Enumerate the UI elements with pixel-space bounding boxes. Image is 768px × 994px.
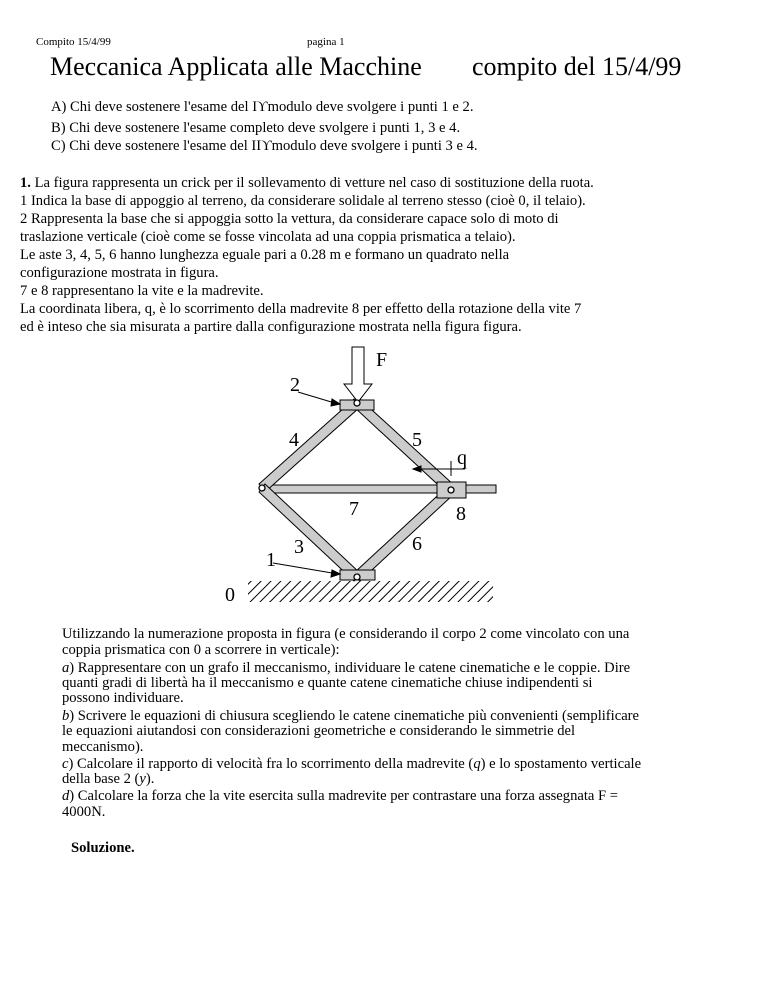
label-5: 5: [412, 429, 422, 451]
question-a-line: quanti gradi di libertà ha il meccanismo e quante catene cinematiche chiuse indipendenti si: [62, 675, 593, 691]
question-d: [62, 787, 618, 805]
problem-line: 1 Indica la base di appoggio al terreno, da considerare solidale al terreno stesso (cioè 0, il telaio).: [20, 193, 586, 209]
problem-line: La coordinata libera, q, è lo scorrimento della madrevite 8 per effetto della rotazione della vite 7: [20, 301, 582, 317]
header-page: pagina 1: [307, 36, 345, 48]
solution-heading: Soluzione.: [71, 840, 135, 856]
question-b-line: le equazioni aiutandosi con considerazioni geometriche e considerando le simmetrie del: [62, 723, 576, 739]
label-q: q: [457, 447, 467, 469]
question-letter: a: [62, 660, 70, 676]
course-title: Meccanica Applicata alle Macchine: [50, 52, 422, 81]
instruction-c: C) Chi deve sostenere l'esame del IIϒmodulo deve svolgere i punti 3 e 4.: [51, 138, 478, 154]
question-text: ) Rappresentare con un grafo il meccanismo, individuare le catene cinematiche e le coppie. Dire: [69, 660, 631, 676]
instruction-b: B) Chi deve sostenere l'esame completo deve svolgere i punti 1, 3 e 4.: [51, 120, 461, 136]
label-6: 6: [412, 533, 422, 555]
question-d-line: 4000N.: [62, 804, 106, 820]
question-letter: b: [62, 708, 70, 724]
rod-4: [259, 399, 360, 492]
label-0: 0: [225, 584, 235, 606]
question-text: ) Calcolare il rapporto di velocità fra lo scorrimento della madrevite (: [68, 756, 474, 772]
label-1: 1: [266, 549, 276, 571]
problem-line: ed è inteso che sia misurata a partire dalla configurazione mostrata nella figura figura.: [20, 319, 522, 335]
question-text: ) Scrivere le equazioni di chiusura scegliendo le catene cinematiche più convenienti (semplificare: [69, 708, 640, 724]
question-text: ).: [145, 771, 155, 787]
question-letter: c: [62, 756, 69, 772]
question-text: della base 2 (: [62, 771, 140, 787]
label-7: 7: [349, 498, 359, 520]
label-force: F: [376, 349, 388, 371]
questions-intro: Utilizzando la numerazione proposta in figura (e considerando il corpo 2 come vincolato con una: [62, 626, 630, 642]
label-2: 2: [290, 374, 300, 396]
question-text: ) Calcolare la forza che la vite esercita sulla madrevite per contrastare una forza assegnata F =: [69, 788, 619, 804]
problem-line: 7 e 8 rappresentano la vite e la madrevite.: [20, 283, 264, 299]
problem-line: traslazione verticale (cioè come se fosse vincolata ad una coppia prismatica a telaio).: [20, 229, 516, 245]
label-8: 8: [456, 503, 466, 525]
question-a-line: possono individuare.: [62, 690, 184, 706]
exam-date-title: compito del 15/4/99: [472, 52, 682, 81]
problem-number: 1.: [20, 175, 31, 191]
problem-line: 2 Rappresenta la base che si appoggia sotto la vettura, da considerare capace solo di moto di: [20, 211, 559, 227]
variable-q: q: [473, 756, 481, 772]
force-arrow-icon: [344, 347, 372, 402]
questions-intro: coppia prismatica con 0 a scorrere in verticale):: [62, 642, 340, 658]
problem-line: Le aste 3, 4, 5, 6 hanno lunghezza eguale pari a 0.28 m e formano un quadrato nella: [20, 247, 510, 263]
problem-text: La figura rappresenta un crick per il sollevamento di vetture nel caso di sostituzione della ruota.: [30, 175, 594, 191]
label-4: 4: [289, 429, 299, 451]
question-b-line: meccanismo).: [62, 739, 144, 755]
question-c-line: [62, 770, 154, 788]
ground-hatch: [248, 581, 493, 602]
header-left: Compito 15/4/99: [36, 36, 111, 48]
question-letter: d: [62, 788, 70, 804]
question-text: ) e lo spostamento verticale: [480, 756, 642, 772]
rod-6: [354, 486, 454, 581]
problem-line: configurazione mostrata in figura.: [20, 265, 219, 281]
instruction-a: A) Chi deve sostenere l'esame del Iϒmodulo deve svolgere i punti 1 e 2.: [51, 99, 474, 115]
label-3: 3: [294, 536, 304, 558]
variable-y: y: [139, 771, 146, 787]
rod-5: [354, 399, 455, 494]
